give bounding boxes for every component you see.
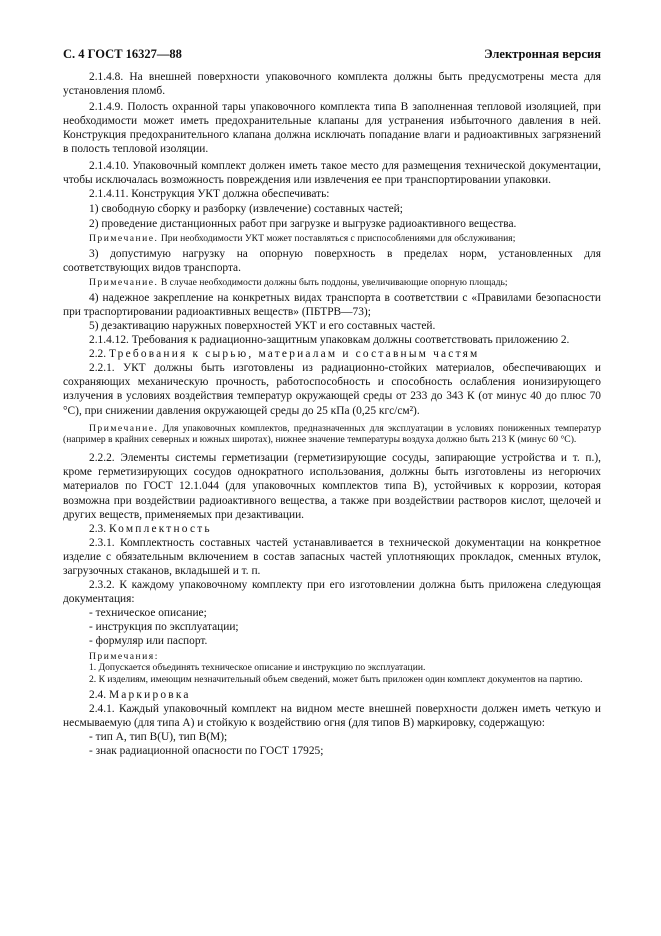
list-item: - знак радиационной опасности по ГОСТ 17925; [89,745,324,758]
note-text: При необходимости УКТ может поставляться с приспособлениями для обслуживания; [160,233,516,245]
list-item: 3) допустимую нагрузку на опорную поверхность в пределах норм, установленных для соответствующих видов транспорта. [63,247,601,274]
notes-block [63,651,601,686]
list-item: - техническое описание; [89,607,207,620]
notes-label: Примечания: [89,650,159,662]
list-item: 1) свободную сборку и разборку (извлечение) составных частей; [89,202,403,215]
section-heading-2-4: 2.4. Маркировка [89,688,191,701]
section-heading-2-3: 2.3. Комплектность [89,522,212,535]
note-label: Примечание. [89,233,159,245]
list-item: - тип А, тип В(U), тип В(М); [89,731,228,744]
note-item: 2. К изделиям, имеющим незначительный объем сведений, может быть приложен один комплект документов на партию. [89,674,583,686]
note-label: Примечание. [89,277,159,289]
paragraph-2-2-1: 2.2.1. УКТ должны быть изготовлены из радиационно-стойких материалов, обеспечивающих и сохраняющих механическую прочность, работоспособность и способность ослабления ионизирующего излучения в условиях воздействия температур окружающей среды от 233 до 343 К (от минус 40 до плюс 70 °С), при снижении давления окружающей среды до 25 кПа (0,25 кгс/см²). [63,362,601,417]
page-header-title: С. 4 ГОСТ 16327—88 [63,47,182,61]
document-body [63,70,601,758]
section-heading-2-2: 2.2. Требования к сырью, материалам и составным частям [89,348,480,361]
note-text: В случае необходимости должны быть поддоны, увеличивающие опорную площадь; [160,277,508,289]
note [63,423,601,447]
paragraph-2-4-1: 2.4.1. Каждый упаковочный комплект на видном месте внешней поверхности должен иметь четкую и несмываемую (для типа А) и стойкую к воздействию огня (для типов В) маркировку, содержащую: [63,703,601,730]
note-label: Примечание. [89,422,159,434]
paragraph-2-2-2: 2.2.2. Элементы системы герметизации (герметизирующие сосуды, запирающие устройства и т. п.), кроме герметизирующих сосудов однократного использования, должны быть изготовлены из негорючих материалов по ГОСТ 12.1.044 (для упаковочных комплектов типа В), устойчивых к коррозии, которая возможна при воздействии радиоактивного вещества, а также при воздействии растворов кислот, щелочей и других веществ, применяемых при дезактивации. [63,452,601,521]
list-item: 5) дезактивацию наружных поверхностей УКТ и его составных частей. [89,320,436,332]
page-header-version: Электронная версия [484,47,601,61]
paragraph-2-1-4-9: 2.1.4.9. Полость охранной тары упаковочного комплекта типа В заполненная тепловой изоляцией, при необходимости может иметь предохранительные клапаны для устранения избыточного давления в ней. Конструкция предохранительного клапана должна исключать попадание влаги и радиоактивных загрязнений в полость тепловой изоляции. [63,101,601,156]
note-item: 1. Допускается объединять техническое описание и инструкцию по эксплуатации. [89,662,426,674]
list-item: 4) надежное закрепление на конкретных видах транспорта в соответствии с «Правилами безопасности при траспортировании радиоактивных веществ» (ПБТРВ—73); [63,291,601,318]
paragraph-2-1-4-11: 2.1.4.11. Конструкция УКТ должна обеспечивать: [89,187,330,200]
paragraph-2-3-2: 2.3.2. К каждому упаковочному комплекту при его изготовлении должна быть приложена следующая документация: [63,579,601,606]
paragraph-2-1-4-10: 2.1.4.10. Упаковочный комплект должен иметь такое место для размещения технической документации, чтобы исключалась возможность повреждения или извлечения ее при транспортировании упаковки. [63,159,601,186]
note [63,277,601,289]
paragraph-2-1-4-8: 2.1.4.8. На внешней поверхности упаковочного комплекта должны быть предусмотрены места для установления пломб. [63,71,601,98]
note-text: Для упаковочных комплектов, предназначенных для эксплуатации в условиях пониженных температур (например в крайних северных и южных широтах), нижнее значение температуры воздуха должно быть 213 К (минус 60 °С). [63,422,601,446]
list-item: 2) проведение дистанционных работ при загрузке и выгрузке радиоактивного вещества. [89,217,517,230]
list-item: - инструкция по эксплуатации; [89,621,239,634]
note [63,233,601,245]
paragraph-2-1-4-12: 2.1.4.12. Требования к радиационно-защитным упаковкам должны соответствовать приложению 2. [89,334,570,347]
list-item: - формуляр или паспорт. [89,635,208,648]
paragraph-2-3-1: 2.3.1. Комплектность составных частей устанавливается в технической документации на конкретное изделие с обязательным включением в состав запасных частей уплотняющих прокладок, сменных втулок, загрузочных стаканов, вкладышей и т. п. [63,536,601,577]
